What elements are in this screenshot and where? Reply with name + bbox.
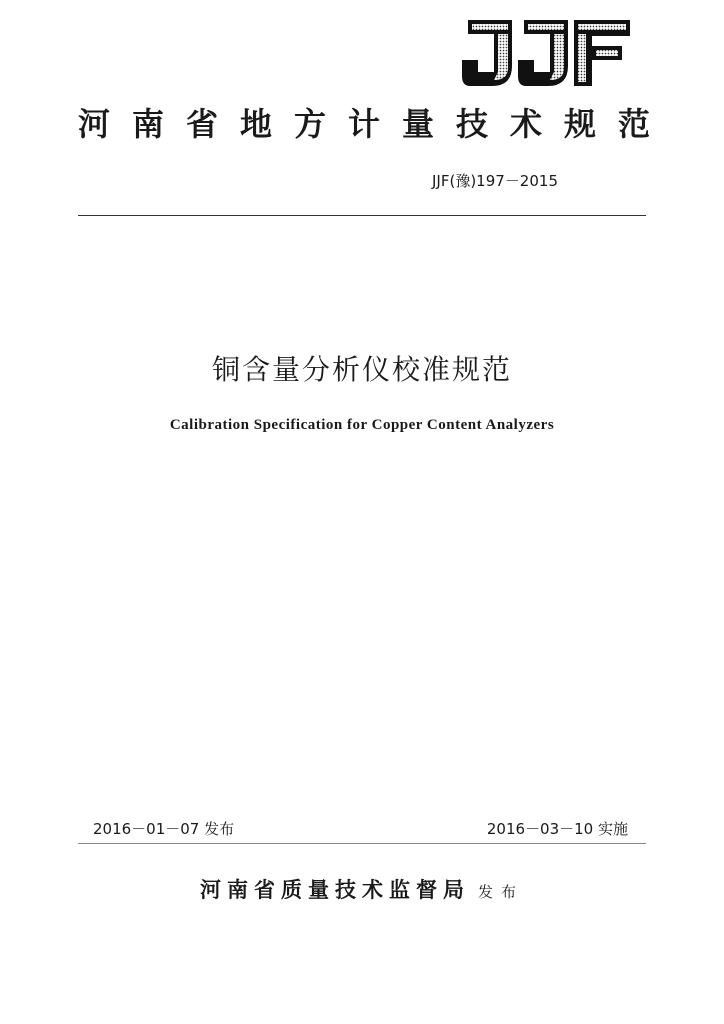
series-title: 河南省地方计量技术规范 bbox=[78, 105, 673, 143]
footer-divider bbox=[78, 843, 646, 844]
letter-f bbox=[574, 20, 630, 86]
implementation-date: 2016－03－10 实施 bbox=[486, 820, 628, 838]
document-title-english: Calibration Specification for Copper Content Analyzers bbox=[169, 417, 555, 433]
letter-j-1 bbox=[462, 20, 512, 86]
publisher-name: 河南省质量技术监督局 bbox=[199, 877, 470, 902]
publish-label: 发布 bbox=[477, 883, 524, 901]
document-title-chinese: 铜含量分析仪校准规范 bbox=[211, 353, 512, 386]
header-divider bbox=[78, 215, 646, 216]
document-number: JJF(豫)197－2015 bbox=[432, 172, 558, 190]
letter-j-2 bbox=[518, 20, 568, 86]
jjf-logo bbox=[460, 16, 632, 90]
publisher-line bbox=[0, 874, 724, 904]
issue-date: 2016－01－07 发布 bbox=[93, 820, 235, 838]
